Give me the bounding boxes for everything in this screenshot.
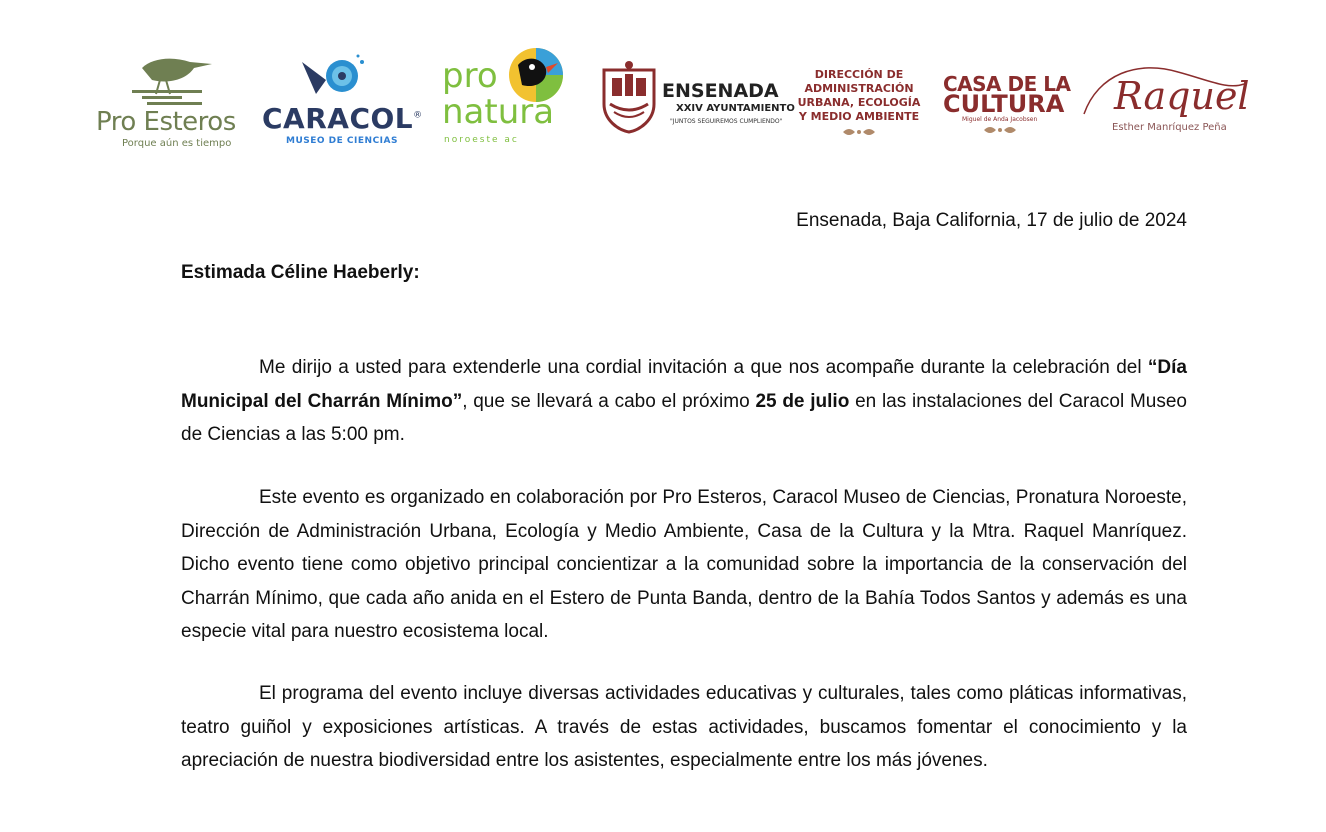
ensenada-motto: "JUNTOS SEGUIREMOS CUMPLIENDO": [670, 118, 783, 125]
caracol-name: [262, 102, 423, 135]
raquel-signature: Raquel: [1114, 74, 1250, 118]
pronatura-logo: [440, 45, 570, 150]
raquel-fullname: Esther Manríquez Peña: [1112, 122, 1227, 133]
pronatura-subtitle: noroeste ac: [444, 135, 519, 145]
pronatura-line1: pro: [442, 56, 498, 96]
paragraph-organizers: Este evento es organizado en colaboración por Pro Esteros, Caracol Museo de Ciencias, Pronatura Noroeste, Dirección de Administración Urbana, Ecología y Medio Ambiente, Casa de la Cultura y la Mtra. Raquel Manríquez. Dicho evento tiene como objetivo principal concientizar a la comunidad sobre la importancia de la conservación del Charrán Mínimo, que cada año anida en el Estero de Punta Banda, dentro de la Bahía Todos Santos y además es una especie vital para nuestro ecosistema local.: [181, 487, 1187, 642]
direccion-line3: URBANA, ECOLOGÍA: [797, 96, 921, 109]
ensenada-subtitle: XXIV AYUNTAMIENTO: [676, 103, 795, 114]
direccion-line2: ADMINISTRACIÓN: [804, 82, 914, 95]
direccion-logo: [796, 68, 922, 148]
direccion-line4: Y MEDIO AMBIENTE: [798, 110, 920, 123]
casa-cultura-line1: CASA DE LA: [943, 72, 1071, 96]
p1-text-e: en las instalaciones del Caracol Museo de Ciencias a las 5:00 pm.: [181, 390, 1187, 445]
letter-date: Ensenada, Baja California, 17 de julio de 2024: [796, 210, 1187, 231]
casa-cultura-line2: CULTURA: [943, 90, 1065, 118]
paragraph-program: El programa del evento incluye diversas actividades educativas y culturales, tales como pláticas informativas, teatro guiñol y exposiciones artísticas. A través de estas actividades, buscamos fomentar el conocimiento y la apreciación de nuestra biodiversidad entre los asistentes, especialmente entre los más jóvenes.: [181, 683, 1187, 771]
casa-cultura-subtitle: Miguel de Anda Jacobsen: [962, 116, 1038, 123]
heron-icon: [102, 50, 232, 108]
ensenada-logo: [598, 60, 795, 140]
ornament-icon: [980, 124, 1020, 136]
caracol-subtitle: MUSEO DE CIENCIAS: [286, 136, 398, 146]
pro-esteros-name: Pro Esteros: [96, 107, 236, 137]
paragraph-invitation: [181, 351, 1187, 452]
shell-icon: [298, 50, 368, 102]
casa-cultura-logo: [940, 72, 1071, 142]
pro-esteros-tagline: Porque aún es tiempo: [122, 138, 232, 149]
event-date: 25 de julio: [755, 390, 850, 412]
event-name: “Día Municipal del Charrán Mínimo”: [181, 357, 1187, 412]
caracol-logo: [258, 50, 428, 150]
p1-text-c: , que se llevará a cabo el próximo: [462, 390, 756, 412]
logo-banner: [0, 0, 1326, 170]
raquel-logo: [1078, 64, 1248, 144]
caracol-registered-mark: ®: [413, 110, 423, 121]
pro-esteros-logo: [92, 50, 252, 150]
coat-of-arms-icon: [598, 60, 660, 134]
pronatura-line2: natura: [442, 92, 555, 132]
caracol-name-text: CARACOL: [262, 102, 414, 135]
direccion-line1: DIRECCIÓN DE: [814, 68, 904, 81]
ornament-icon: [839, 126, 879, 138]
letter-greeting: Estimada Céline Haeberly:: [181, 262, 420, 283]
p1-text-a: Me dirijo a usted para extenderle una cordial invitación a que nos acompañe durante la celebración del: [259, 357, 1148, 378]
ensenada-title: ENSENADA: [662, 80, 779, 102]
